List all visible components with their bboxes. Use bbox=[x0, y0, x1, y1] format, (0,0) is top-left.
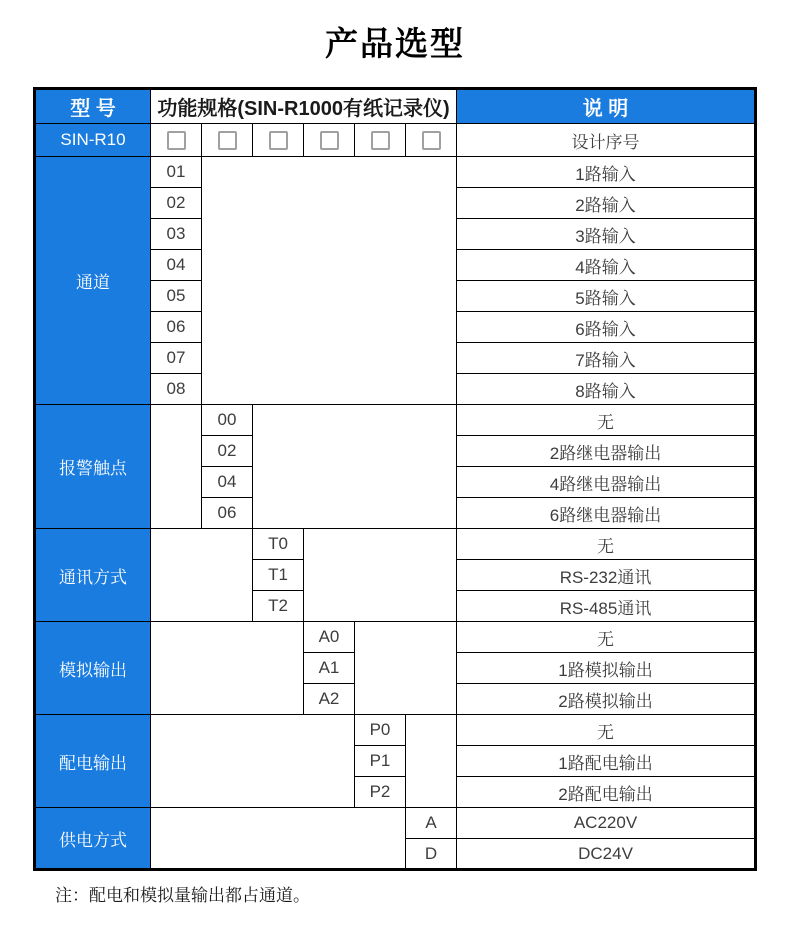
desc-cell: 8路输入 bbox=[457, 374, 756, 405]
empty-cell bbox=[355, 622, 457, 715]
desc-cell: 1路输入 bbox=[457, 157, 756, 188]
section-label-alarm-contacts: 报警触点 bbox=[35, 405, 151, 529]
desc-cell: 5路输入 bbox=[457, 281, 756, 312]
checkbox-icon[interactable] bbox=[371, 131, 390, 150]
code-cell: P1 bbox=[355, 746, 406, 777]
model-row bbox=[35, 124, 756, 157]
desc-cell: AC220V bbox=[457, 808, 756, 839]
checkbox-icon[interactable] bbox=[320, 131, 339, 150]
checkbox-cell bbox=[151, 124, 202, 157]
table-row bbox=[35, 529, 756, 560]
desc-cell: 1路配电输出 bbox=[457, 746, 756, 777]
code-cell: 05 bbox=[151, 281, 202, 312]
table-row bbox=[35, 808, 756, 839]
desc-cell: 4路继电器输出 bbox=[457, 467, 756, 498]
desc-cell: 1路模拟输出 bbox=[457, 653, 756, 684]
product-selection-table bbox=[33, 87, 757, 871]
empty-cell bbox=[253, 405, 457, 529]
empty-cell bbox=[151, 808, 406, 870]
checkbox-icon[interactable] bbox=[218, 131, 237, 150]
code-cell: 00 bbox=[202, 405, 253, 436]
table-row bbox=[35, 622, 756, 653]
desc-cell: 4路输入 bbox=[457, 250, 756, 281]
empty-cell bbox=[151, 405, 202, 529]
desc-cell: 6路继电器输出 bbox=[457, 498, 756, 529]
section-label-power-supply: 供电方式 bbox=[35, 808, 151, 870]
desc-cell: 3路输入 bbox=[457, 219, 756, 250]
code-cell: 03 bbox=[151, 219, 202, 250]
header-desc: 说 明 bbox=[457, 89, 756, 124]
model-name: SIN-R10 bbox=[35, 124, 151, 157]
table-row bbox=[35, 715, 756, 746]
header-model: 型 号 bbox=[35, 89, 151, 124]
desc-cell: RS-485通讯 bbox=[457, 591, 756, 622]
empty-cell bbox=[151, 715, 355, 808]
empty-cell bbox=[304, 529, 457, 622]
code-cell: P0 bbox=[355, 715, 406, 746]
footnote: 注：配电和模拟量输出都占通道。 bbox=[55, 886, 310, 905]
section-label-analog-output: 模拟输出 bbox=[35, 622, 151, 715]
empty-cell bbox=[151, 622, 304, 715]
code-cell: A0 bbox=[304, 622, 355, 653]
code-cell: 01 bbox=[151, 157, 202, 188]
table-row bbox=[35, 405, 756, 436]
empty-cell bbox=[202, 157, 457, 405]
desc-cell: 无 bbox=[457, 405, 756, 436]
code-cell: T2 bbox=[253, 591, 304, 622]
desc-cell: 2路配电输出 bbox=[457, 777, 756, 808]
empty-cell bbox=[406, 715, 457, 808]
checkbox-cell bbox=[406, 124, 457, 157]
desc-cell: 6路输入 bbox=[457, 312, 756, 343]
code-cell: A2 bbox=[304, 684, 355, 715]
desc-cell: DC24V bbox=[457, 839, 756, 870]
code-cell: 04 bbox=[202, 467, 253, 498]
code-cell: D bbox=[406, 839, 457, 870]
table-row bbox=[35, 157, 756, 188]
desc-cell: 无 bbox=[457, 715, 756, 746]
desc-cell: 无 bbox=[457, 529, 756, 560]
section-label-communication: 通讯方式 bbox=[35, 529, 151, 622]
desc-cell: 2路模拟输出 bbox=[457, 684, 756, 715]
code-cell: 04 bbox=[151, 250, 202, 281]
code-cell: 02 bbox=[151, 188, 202, 219]
checkbox-cell bbox=[355, 124, 406, 157]
checkbox-cell bbox=[304, 124, 355, 157]
checkbox-icon[interactable] bbox=[422, 131, 441, 150]
section-label-channels: 通道 bbox=[35, 157, 151, 405]
desc-cell: 无 bbox=[457, 622, 756, 653]
desc-cell: RS-232通讯 bbox=[457, 560, 756, 591]
code-cell: P2 bbox=[355, 777, 406, 808]
header-spec: 功能规格(SIN-R1000有纸记录仪) bbox=[151, 89, 457, 124]
desc-cell: 设计序号 bbox=[457, 124, 756, 157]
code-cell: 02 bbox=[202, 436, 253, 467]
code-cell: 08 bbox=[151, 374, 202, 405]
code-cell: T1 bbox=[253, 560, 304, 591]
checkbox-cell bbox=[253, 124, 304, 157]
checkbox-cell bbox=[202, 124, 253, 157]
desc-cell: 7路输入 bbox=[457, 343, 756, 374]
code-cell: 06 bbox=[202, 498, 253, 529]
page-title: 产品选型 bbox=[325, 25, 465, 62]
code-cell: T0 bbox=[253, 529, 304, 560]
checkbox-icon[interactable] bbox=[269, 131, 288, 150]
code-cell: A bbox=[406, 808, 457, 839]
empty-cell bbox=[151, 529, 253, 622]
code-cell: 06 bbox=[151, 312, 202, 343]
desc-cell: 2路输入 bbox=[457, 188, 756, 219]
desc-cell: 2路继电器输出 bbox=[457, 436, 756, 467]
code-cell: A1 bbox=[304, 653, 355, 684]
checkbox-icon[interactable] bbox=[167, 131, 186, 150]
header-row bbox=[35, 89, 756, 124]
code-cell: 07 bbox=[151, 343, 202, 374]
section-label-distribution-output: 配电输出 bbox=[35, 715, 151, 808]
